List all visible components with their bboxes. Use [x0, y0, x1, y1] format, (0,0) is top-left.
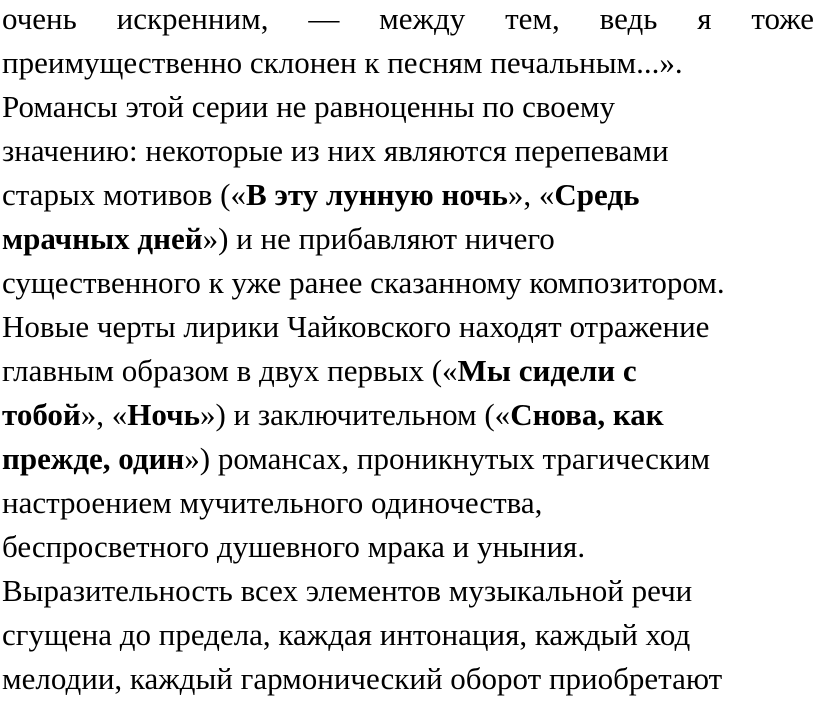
song-title: Мы сидели с — [457, 353, 637, 388]
song-title: Снова, как — [510, 397, 664, 432]
text-line — [2, 573, 814, 609]
text-segment: ») романсах, проникнутых трагическим — [184, 441, 711, 476]
text-segment: ») и заключительном (« — [199, 397, 511, 432]
text-line — [2, 617, 814, 653]
text-segment: Романсы этой серии не равноценны по своему — [2, 89, 616, 124]
song-title: прежде, один — [2, 441, 185, 476]
text-line — [2, 485, 814, 521]
text-line — [2, 353, 814, 389]
text-segment: беспросветного душевного мрака и уныния. — [2, 529, 586, 564]
text-line — [2, 133, 814, 169]
text-line — [2, 397, 814, 433]
text-segment: », « — [507, 177, 555, 212]
text-line — [2, 265, 814, 301]
text-line — [2, 309, 814, 345]
text-line — [2, 661, 814, 697]
text-segment: ») и не прибавляют ничего — [202, 221, 555, 256]
text-line — [2, 45, 814, 81]
text-line — [2, 529, 814, 565]
text-segment: преимущественно склонен к песням печальным...». — [2, 45, 683, 80]
text-segment: Выразительность всех элементов музыкальной речи — [2, 573, 693, 608]
text-line — [2, 177, 814, 213]
text-segment: настроением мучительного одиночества, — [2, 485, 543, 520]
text-line — [2, 89, 814, 125]
text-segment: Новые черты лирики Чайковского находят отражение — [2, 309, 710, 344]
song-title: Средь — [554, 177, 640, 212]
text-segment: очень искренним, — между тем, ведь я тоже — [2, 1, 814, 36]
song-title: мрачных дней — [2, 221, 203, 256]
text-line — [2, 441, 814, 477]
text-line — [2, 1, 814, 37]
text-segment: главным образом в двух первых (« — [2, 353, 458, 388]
text-segment: старых мотивов (« — [2, 177, 247, 212]
song-title: тобой — [2, 397, 81, 432]
text-line — [2, 221, 814, 257]
text-segment: мелодии, каждый гармонический оборот приобретают — [2, 661, 723, 696]
text-segment: значению: некоторые из них являются перепевами — [2, 133, 669, 168]
text-segment: сгущена до предела, каждая интонация, каждый ход — [2, 617, 691, 652]
text-segment: », « — [80, 397, 128, 432]
song-title: В эту лунную ночь — [246, 177, 508, 212]
text-segment: существенного к уже ранее сказанному композитором. — [2, 265, 725, 300]
song-title: Ночь — [127, 397, 200, 432]
